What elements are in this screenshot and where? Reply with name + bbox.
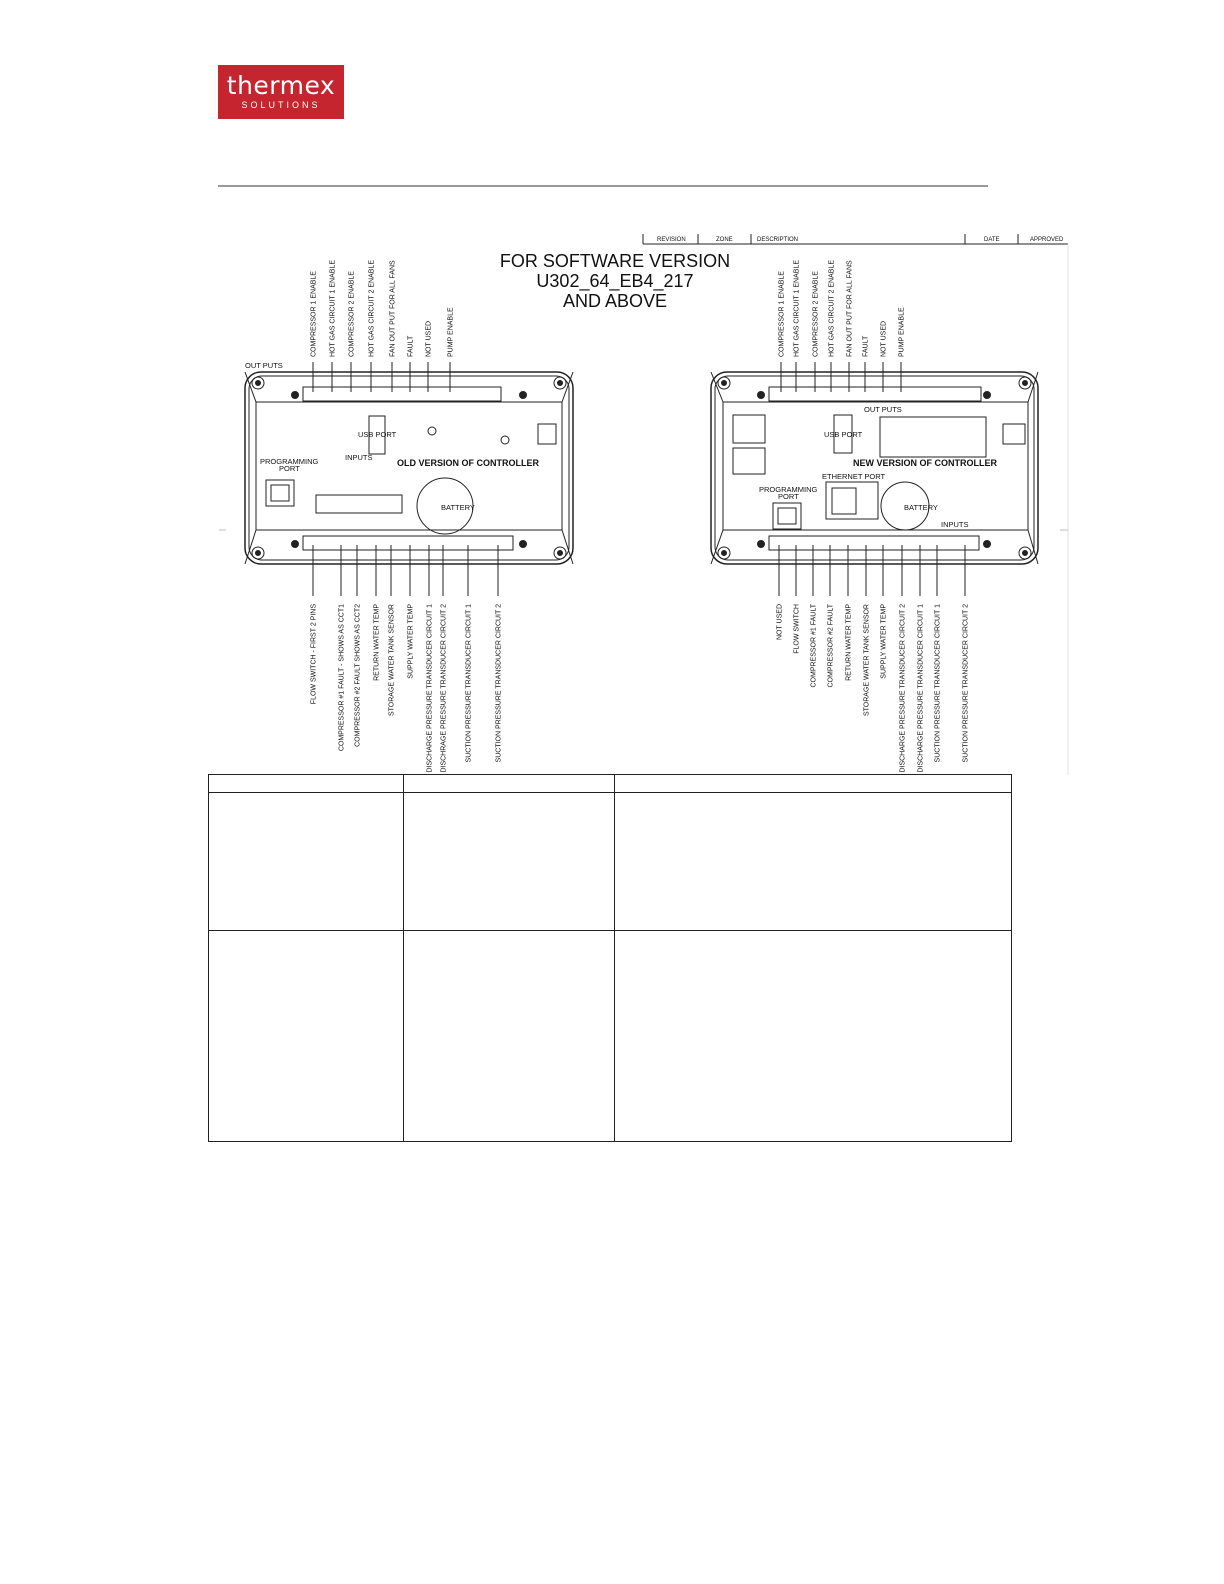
- new-output-pin-label: COMPRESSOR 1 ENABLE: [778, 271, 786, 357]
- title-block-revision: REVISION: [657, 237, 686, 243]
- old-input-pin-label: DISCHARGE PRESSURE TRANSDUCER CIRCUIT 1: [426, 604, 434, 773]
- new-input-pin-label: DISCHARGE PRESSURE TRANSDUCER CIRCUIT 2: [899, 604, 907, 773]
- table-row: [209, 931, 1012, 1142]
- title-block-approved: APPROVED: [1030, 237, 1064, 243]
- new-input-pin-label: SUCTION PRESSURE TRANSDUCER CIRCUIT 1: [934, 604, 942, 763]
- new-controller-title: NEW VERSION OF CONTROLLER: [853, 458, 997, 468]
- old-controller-title: OLD VERSION OF CONTROLLER: [397, 458, 540, 468]
- software-version-suffix: AND ABOVE: [562, 291, 668, 311]
- software-version-number: U302_64_EB4_217: [536, 271, 694, 291]
- old-output-pin-label: NOT USED: [425, 320, 433, 357]
- old-output-pin-label: COMPRESSOR 2 ENABLE: [348, 271, 356, 357]
- new-input-pin-label: SUCTION PRESSURE TRANSDUCER CIRCUIT 2: [962, 604, 970, 763]
- new-usb-port-label: USB PORT: [824, 430, 863, 439]
- new-output-pin-label: PUMP ENABLE: [898, 307, 906, 357]
- old-input-pin-label: SUPPLY WATER TEMP: [407, 604, 415, 679]
- old-input-pin-label: SUCTION PRESSURE TRANSDUCER CIRCUIT 1: [465, 604, 473, 763]
- old-input-pin-label: SUCTION PRESSURE TRANSDUCER CIRCUIT 2: [495, 604, 503, 763]
- new-input-pins: [777, 545, 970, 773]
- title-block: [643, 234, 1068, 244]
- table-cell: [615, 931, 1012, 1142]
- software-version-heading: FOR SOFTWARE VERSION: [499, 251, 731, 271]
- old-outputs-label: OUT PUTS: [245, 361, 283, 370]
- table-cell: [404, 931, 615, 1142]
- table-header-row: [209, 775, 1012, 793]
- table-cell: [209, 793, 404, 931]
- new-input-pin-label: RETURN WATER TEMP: [845, 604, 853, 681]
- logo-brand: thermex: [226, 71, 336, 100]
- logo-subtitle: SOLUTIONS: [241, 100, 321, 110]
- new-controller: [711, 260, 1038, 773]
- old-input-pin-label: STORAGE WATER TANK SENSOR: [388, 604, 396, 717]
- old-output-pin-label: FAN OUT PUT FOR ALL FANS: [389, 260, 397, 357]
- old-input-pin-label: COMPRESSOR #2 FAULT SHOWS AS CCT2: [354, 604, 362, 747]
- old-battery-label: BATTERY: [441, 503, 475, 512]
- old-input-pin-label: FLOW SWITCH - FIRST 2 PINS: [310, 604, 318, 705]
- notes-table: [208, 774, 1012, 1142]
- title-block-date: DATE: [984, 237, 1000, 243]
- table-cell: [404, 775, 615, 793]
- new-output-pin-label: FAN OUT PUT FOR ALL FANS: [846, 260, 854, 357]
- new-input-pin-label: DISCHARGE PRESSURE TRANSDUCER CIRCUIT 1: [917, 604, 925, 773]
- old-input-pins: [311, 545, 503, 773]
- table-cell: [209, 931, 404, 1142]
- old-output-pin-label: HOT GAS CIRCUIT 1 ENABLE: [329, 260, 337, 357]
- new-input-pin-label: STORAGE WATER TANK SENSOR: [863, 604, 871, 717]
- old-controller: [245, 260, 573, 773]
- new-inputs-label: INPUTS: [941, 520, 969, 529]
- new-output-pin-label: HOT GAS CIRCUIT 2 ENABLE: [828, 260, 836, 357]
- table-cell: [615, 775, 1012, 793]
- new-battery-label: BATTERY: [904, 503, 938, 512]
- table-row: [209, 793, 1012, 931]
- new-output-pin-label: NOT USED: [880, 320, 888, 357]
- table-cell: [615, 793, 1012, 931]
- table-cell: [404, 793, 615, 931]
- old-input-pin-label: RETURN WATER TEMP: [373, 604, 381, 681]
- old-output-pin-label: COMPRESSOR 1 ENABLE: [310, 271, 318, 357]
- old-input-pin-label: DISCHRAGE PRESSURE TRANSDUCER CIRCUIT 2: [440, 604, 448, 773]
- title-block-zone: ZONE: [716, 237, 733, 243]
- new-ethernet-port-label: ETHERNET PORT: [822, 472, 886, 481]
- new-output-pin-label: FAULT: [862, 335, 870, 357]
- new-outputs-label: OUT PUTS: [864, 405, 902, 414]
- new-input-pin-label: FLOW SWITCH: [793, 604, 801, 654]
- table-cell: [209, 775, 404, 793]
- old-output-pin-label: HOT GAS CIRCUIT 2 ENABLE: [368, 260, 376, 357]
- old-usb-port-label: USB PORT: [358, 430, 397, 439]
- new-input-pin-label: COMPRESSOR #1 FAULT: [810, 604, 818, 688]
- old-programming-port-label: PORT: [279, 464, 300, 473]
- old-inputs-label: INPUTS: [345, 453, 373, 462]
- old-output-pin-label: PUMP ENABLE: [447, 307, 455, 357]
- new-input-pin-label: SUPPLY WATER TEMP: [880, 604, 888, 679]
- old-input-pin-label: COMPRESSOR #1 FAULT - SHOWS AS CCT1: [338, 604, 346, 752]
- new-output-pin-label: COMPRESSOR 2 ENABLE: [812, 271, 820, 357]
- title-block-description: DESCRIPTION: [757, 237, 799, 243]
- old-output-pin-label: FAULT: [407, 335, 415, 357]
- new-output-pin-label: HOT GAS CIRCUIT 1 ENABLE: [793, 260, 801, 357]
- new-input-pin-label: NOT USED: [776, 604, 784, 641]
- old-programming-label: PROGRAMMING: [260, 457, 319, 466]
- new-programming-port-label: PORT: [778, 492, 799, 501]
- new-input-pin-label: COMPRESSOR #2 FAULT: [827, 604, 835, 688]
- new-programming-label: PROGRAMMING: [759, 485, 818, 494]
